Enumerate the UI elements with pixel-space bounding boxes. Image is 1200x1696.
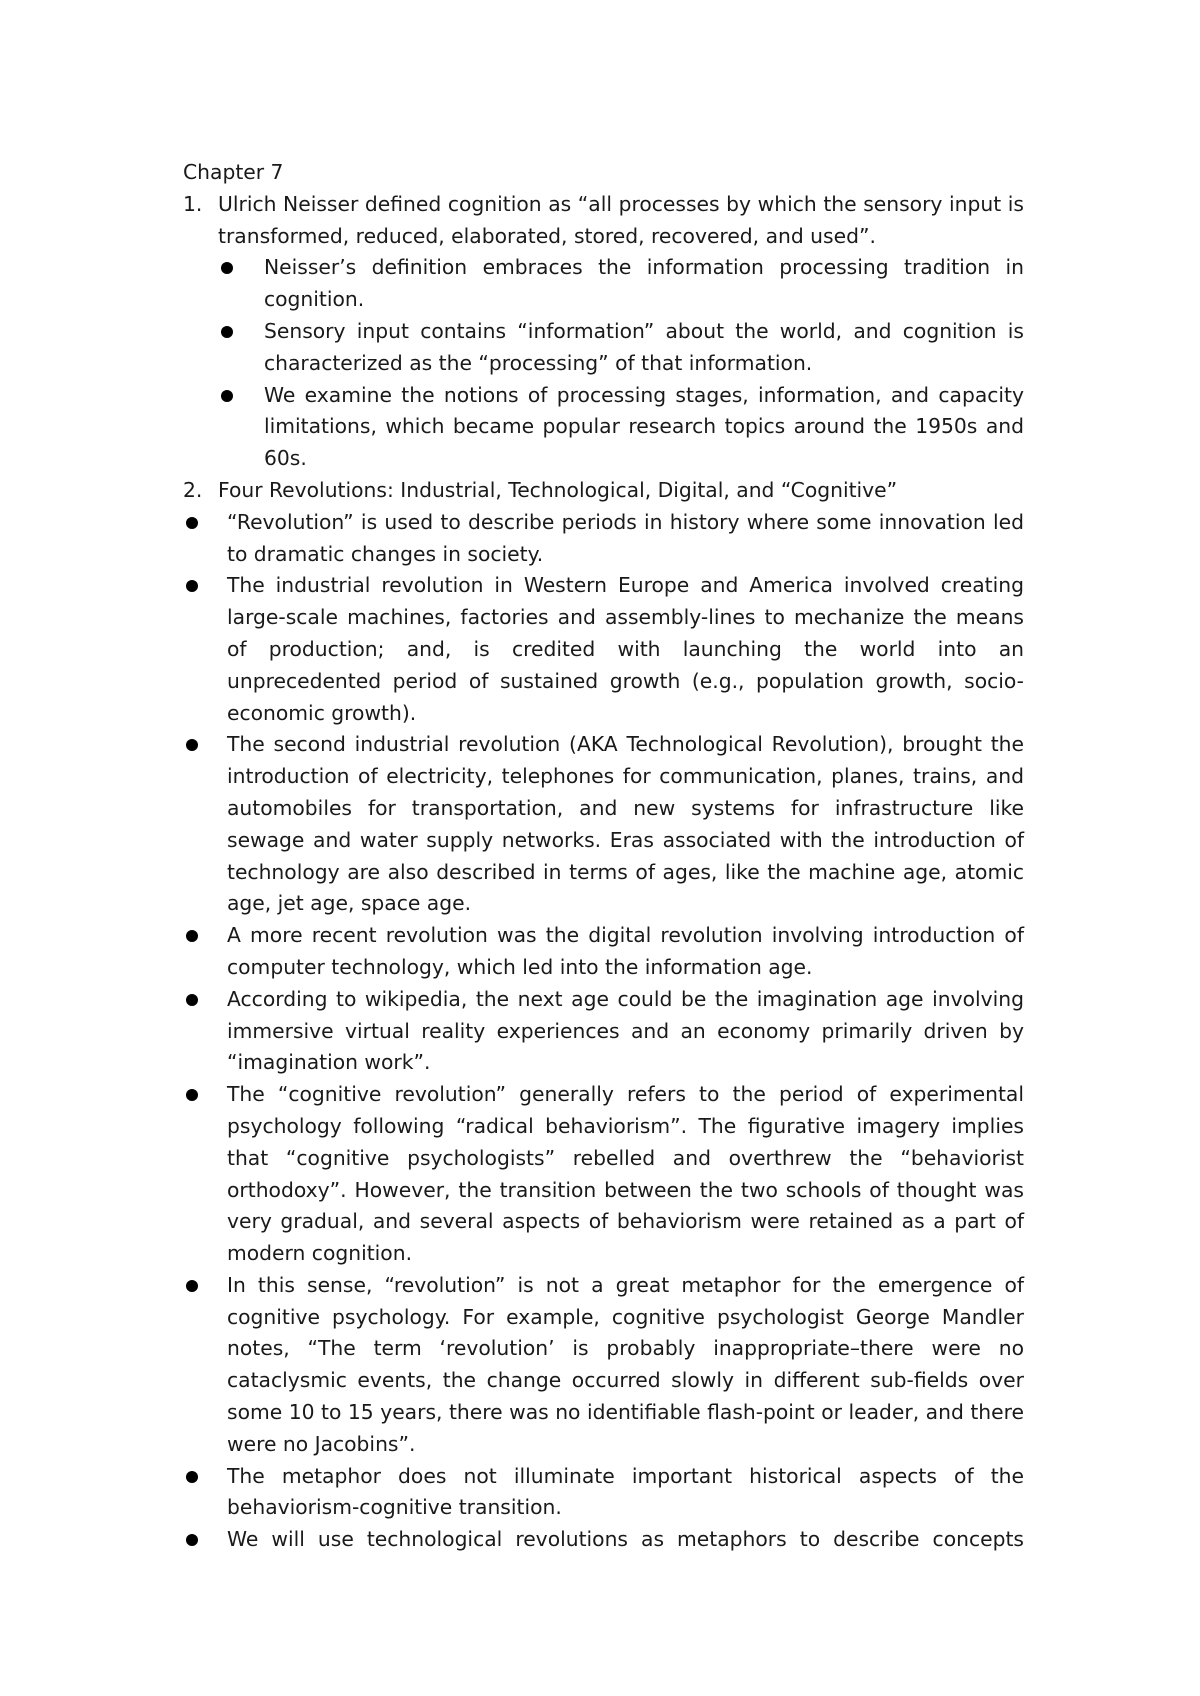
bullet-icon (186, 1089, 198, 1101)
list-item (183, 984, 1024, 1079)
bullet-text: We will use technological revolutions as metaphors to describe concepts (227, 1527, 1024, 1552)
sub-bullet-list (183, 252, 1024, 475)
bullet-icon (186, 930, 198, 942)
bullet-icon (186, 1471, 198, 1483)
list-item (183, 729, 1024, 920)
bullet-text: The metaphor does not illuminate important historical aspects of the behaviorism-cognitive transition. (227, 1463, 1024, 1520)
bullet-icon (186, 517, 198, 529)
bullet-icon (186, 994, 198, 1006)
bullet-icon (186, 1280, 198, 1292)
bullet-text: The “cognitive revolution” generally refers to the period of experimental psychology following “radical behaviorism”. The figurative imagery implies that “cognitive psychologists” rebelled and overthrew the “behaviorist orthodoxy”. However, the transition between the two schools of thought was very gradual, and several aspects of behaviorism were retained as a part of modern cognition. (227, 1082, 1024, 1266)
bullet-text: A more recent revolution was the digital revolution involving introduction of computer technology, which led into the information age. (227, 923, 1024, 979)
item-number: 1. (183, 191, 203, 216)
bullet-text: The industrial revolution in Western Europe and America involved creating large-scale machines, factories and assembly-lines to mechanize the means of production; and, is credited with launching the world into an unprecedented period of sustained growth (e.g., population growth, socio-economic growth). (227, 573, 1024, 725)
item-text: Ulrich Neisser defined cognition as “all processes by which the sensory input is transformed, reduced, elaborated, stored, recovered, and used”. (218, 191, 1024, 248)
list-item (218, 380, 1024, 475)
item-number: 2. (183, 477, 203, 502)
numbered-item-1 (183, 189, 1024, 253)
bullet-text: The second industrial revolution (AKA Technological Revolution), brought the introduction of electricity, telephones for communication, planes, trains, and automobiles for transportation, and new systems for infrastructure like sewage and water supply networks. Eras associated with the introduction of technology are also described in terms of ages, like the machine age, atomic age, jet age, space age. (227, 732, 1024, 916)
list-item (218, 252, 1024, 316)
list-item (183, 1270, 1024, 1461)
list-item (218, 316, 1024, 380)
bullet-list (183, 507, 1024, 1556)
numbered-item-2 (183, 475, 1024, 507)
bullet-text: We examine the notions of processing stages, information, and capacity limitations, which became popular research topics around the 1950s and 60s. (264, 382, 1024, 471)
chapter-title: Chapter 7 (183, 160, 284, 184)
bullet-icon (186, 1534, 198, 1546)
bullet-text: Sensory input contains “information” about the world, and cognition is characterized as the “processing” of that information. (264, 318, 1024, 375)
bullet-icon (221, 390, 233, 402)
item-text: Four Revolutions: Industrial, Technological, Digital, and “Cognitive” (218, 477, 898, 502)
bullet-text: Neisser’s definition embraces the information processing tradition in cognition. (264, 255, 1024, 312)
list-item (183, 570, 1024, 729)
bullet-icon (186, 739, 198, 751)
bullet-icon (186, 580, 198, 592)
bullet-text: “Revolution” is used to describe periods in history where some innovation led to dramatic changes in society. (227, 509, 1024, 566)
list-item (183, 920, 1024, 984)
bullet-text: In this sense, “revolution” is not a great metaphor for the emergence of cognitive psychology. For example, cognitive psychologist George Mandler notes, “The term ‘revolution’ is probably inappropriate–there were no cataclysmic events, the change occurred slowly in different sub-fields over some 10 to 15 years, there was no identifiable flash-point or leader, and there were no Jacobins”. (227, 1272, 1024, 1456)
bullet-icon (221, 326, 233, 338)
list-item (183, 1461, 1024, 1525)
list-item (183, 1524, 1024, 1556)
document-page (183, 157, 1024, 1556)
list-item (183, 1079, 1024, 1270)
bullet-text: According to wikipedia, the next age could be the imagination age involving immersive virtual reality experiences and an economy primarily driven by “imagination work”. (227, 986, 1024, 1075)
list-item (183, 507, 1024, 571)
bullet-icon (221, 262, 233, 274)
